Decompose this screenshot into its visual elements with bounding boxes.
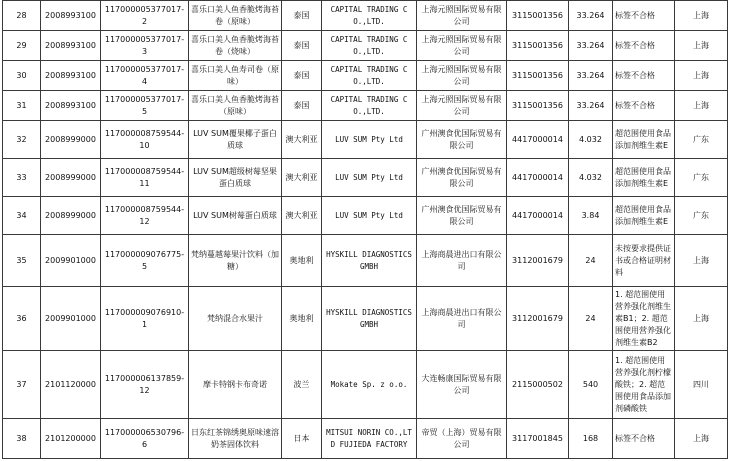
port-cell: 四川 bbox=[675, 351, 728, 419]
hs-code-cell: 2008999000 bbox=[41, 197, 101, 235]
importer-code-cell: 4417000014 bbox=[507, 121, 569, 159]
importer-code-cell: 3117001845 bbox=[507, 419, 569, 459]
manufacturer-cell: Mokate Sp. z o.o. bbox=[322, 351, 417, 419]
origin-country-cell: 奥地利 bbox=[282, 287, 322, 351]
hs-code-cell: 2008999000 bbox=[41, 121, 101, 159]
importer-cell: 广州澳食优国际贸易有限公司 bbox=[417, 197, 507, 235]
declaration-id-cell: 117000009076910-1 bbox=[101, 287, 189, 351]
row-number-cell: 38 bbox=[3, 419, 41, 459]
table-row bbox=[3, 351, 728, 419]
declaration-id-cell: 117000006530796-6 bbox=[101, 419, 189, 459]
hs-code-cell: 2008993100 bbox=[41, 31, 101, 61]
rejection-reason-cell: 超范围使用食品添加剂维生素E bbox=[613, 197, 675, 235]
weight-cell: 168 bbox=[569, 419, 613, 459]
manufacturer-cell: HYSKILL DIAGNOSTICS GMBH bbox=[322, 235, 417, 287]
declaration-id-cell: 117000008759544-10 bbox=[101, 121, 189, 159]
importer-cell: 上海元照国际贸易有限公司 bbox=[417, 1, 507, 31]
port-cell: 上海 bbox=[675, 61, 728, 91]
importer-code-cell: 3115001356 bbox=[507, 91, 569, 121]
importer-cell: 上海元照国际贸易有限公司 bbox=[417, 31, 507, 61]
rejection-reason-cell: 标签不合格 bbox=[613, 419, 675, 459]
product-name-cell: 梵纳蔓越莓果汁饮料（加糖） bbox=[189, 235, 282, 287]
port-cell: 上海 bbox=[675, 1, 728, 31]
rejection-reason-cell: 1. 超范围使用营养强化剂柠檬酸铁；2. 超范围使用食品添加剂磷酸铁 bbox=[613, 351, 675, 419]
origin-country-cell: 澳大利亚 bbox=[282, 197, 322, 235]
origin-country-cell: 日本 bbox=[282, 419, 322, 459]
table-row bbox=[3, 419, 728, 459]
port-cell: 广东 bbox=[675, 121, 728, 159]
rejection-reason-cell: 标签不合格 bbox=[613, 31, 675, 61]
product-name-cell: 摩卡特钢卡布奇诺 bbox=[189, 351, 282, 419]
weight-cell: 33.264 bbox=[569, 91, 613, 121]
importer-code-cell: 3115001356 bbox=[507, 31, 569, 61]
declaration-id-cell: 117000005377017-5 bbox=[101, 91, 189, 121]
rejection-reason-cell: 标签不合格 bbox=[613, 61, 675, 91]
declaration-id-cell: 117000005377017-4 bbox=[101, 61, 189, 91]
table-row bbox=[3, 159, 728, 197]
row-number-cell: 37 bbox=[3, 351, 41, 419]
manufacturer-cell: LUV SUM Pty Ltd bbox=[322, 121, 417, 159]
product-name-cell: LUV SUM树莓蛋白质球 bbox=[189, 197, 282, 235]
product-name-cell: 喜乐口美人鱼香脆烤海苔卷（烧味） bbox=[189, 31, 282, 61]
origin-country-cell: 泰国 bbox=[282, 61, 322, 91]
product-name-cell: 梵纳混合水果汁 bbox=[189, 287, 282, 351]
table-row bbox=[3, 91, 728, 121]
table-body bbox=[3, 1, 728, 459]
manufacturer-cell: CAPITAL TRADING CO.,LTD. bbox=[322, 91, 417, 121]
declaration-id-cell: 117000008759544-11 bbox=[101, 159, 189, 197]
weight-cell: 540 bbox=[569, 351, 613, 419]
port-cell: 上海 bbox=[675, 31, 728, 61]
importer-code-cell: 2115000502 bbox=[507, 351, 569, 419]
product-name-cell: 喜乐口美人鱼香脆烤海苔卷（原味） bbox=[189, 1, 282, 31]
weight-cell: 4.032 bbox=[569, 159, 613, 197]
row-number-cell: 29 bbox=[3, 31, 41, 61]
rejection-reason-cell: 未按要求提供证书或合格证明材料 bbox=[613, 235, 675, 287]
origin-country-cell: 澳大利亚 bbox=[282, 121, 322, 159]
weight-cell: 4.032 bbox=[569, 121, 613, 159]
table-row bbox=[3, 61, 728, 91]
hs-code-cell: 2101200000 bbox=[41, 419, 101, 459]
hs-code-cell: 2009901000 bbox=[41, 287, 101, 351]
origin-country-cell: 泰国 bbox=[282, 31, 322, 61]
weight-cell: 33.264 bbox=[569, 61, 613, 91]
weight-cell: 24 bbox=[569, 235, 613, 287]
manufacturer-cell: CAPITAL TRADING CO.,LTD. bbox=[322, 61, 417, 91]
rejection-reason-cell: 超范围使用食品添加剂维生素E bbox=[613, 159, 675, 197]
origin-country-cell: 泰国 bbox=[282, 91, 322, 121]
importer-cell: 上海元照国际贸易有限公司 bbox=[417, 91, 507, 121]
rejection-reason-cell: 超范围使用食品添加剂维生素E bbox=[613, 121, 675, 159]
rejection-reason-cell: 标签不合格 bbox=[613, 91, 675, 121]
origin-country-cell: 波兰 bbox=[282, 351, 322, 419]
row-number-cell: 32 bbox=[3, 121, 41, 159]
manufacturer-cell: HYSKILL DIAGNOSTICS GMBH bbox=[322, 287, 417, 351]
row-number-cell: 28 bbox=[3, 1, 41, 31]
origin-country-cell: 澳大利亚 bbox=[282, 159, 322, 197]
manufacturer-cell: CAPITAL TRADING CO.,LTD. bbox=[322, 31, 417, 61]
product-name-cell: LUV SUM覆果椰子蛋白质球 bbox=[189, 121, 282, 159]
origin-country-cell: 泰国 bbox=[282, 1, 322, 31]
row-number-cell: 35 bbox=[3, 235, 41, 287]
product-name-cell: 喜乐口美人鱼香脆烤海苔（原味） bbox=[189, 91, 282, 121]
port-cell: 广东 bbox=[675, 197, 728, 235]
table-row bbox=[3, 287, 728, 351]
rejection-reason-cell: 1. 超范围使用营养强化剂维生素B1；2. 超范围使用营养强化剂维生素B2 bbox=[613, 287, 675, 351]
declaration-id-cell: 117000006137859-12 bbox=[101, 351, 189, 419]
port-cell: 上海 bbox=[675, 91, 728, 121]
importer-cell: 广州澳食优国际贸易有限公司 bbox=[417, 159, 507, 197]
importer-code-cell: 4417000014 bbox=[507, 197, 569, 235]
importer-cell: 上海元照国际贸易有限公司 bbox=[417, 61, 507, 91]
origin-country-cell: 奥地利 bbox=[282, 235, 322, 287]
weight-cell: 33.264 bbox=[569, 31, 613, 61]
importer-cell: 上海商晨进出口有限公司 bbox=[417, 287, 507, 351]
hs-code-cell: 2008999000 bbox=[41, 159, 101, 197]
table-row bbox=[3, 121, 728, 159]
manufacturer-cell: MITSUI NORIN CO.,LTD FUJIEDA FACTORY bbox=[322, 419, 417, 459]
product-name-cell: 喜乐口美人鱼寿司卷（原味） bbox=[189, 61, 282, 91]
importer-cell: 帝贸（上海）贸易有限公司 bbox=[417, 419, 507, 459]
row-number-cell: 36 bbox=[3, 287, 41, 351]
weight-cell: 24 bbox=[569, 287, 613, 351]
table-row bbox=[3, 1, 728, 31]
product-name-cell: LUV SUM超级树莓坚果蛋白质球 bbox=[189, 159, 282, 197]
hs-code-cell: 2009901000 bbox=[41, 235, 101, 287]
weight-cell: 3.84 bbox=[569, 197, 613, 235]
hs-code-cell: 2008993100 bbox=[41, 91, 101, 121]
row-number-cell: 34 bbox=[3, 197, 41, 235]
row-number-cell: 31 bbox=[3, 91, 41, 121]
hs-code-cell: 2101120000 bbox=[41, 351, 101, 419]
importer-cell: 广州澳食优国际贸易有限公司 bbox=[417, 121, 507, 159]
importer-code-cell: 3115001356 bbox=[507, 61, 569, 91]
rejection-reason-cell: 标签不合格 bbox=[613, 1, 675, 31]
weight-cell: 33.264 bbox=[569, 1, 613, 31]
port-cell: 广东 bbox=[675, 159, 728, 197]
port-cell: 上海 bbox=[675, 419, 728, 459]
importer-code-cell: 4417000014 bbox=[507, 159, 569, 197]
declaration-id-cell: 117000009076775-5 bbox=[101, 235, 189, 287]
importer-code-cell: 3112001679 bbox=[507, 287, 569, 351]
manufacturer-cell: LUV SUM Pty Ltd bbox=[322, 159, 417, 197]
product-name-cell: 日东红茶锦绣奥原味速溶奶茶固体饮料 bbox=[189, 419, 282, 459]
port-cell: 上海 bbox=[675, 235, 728, 287]
importer-code-cell: 3112001679 bbox=[507, 235, 569, 287]
port-cell: 上海 bbox=[675, 287, 728, 351]
hs-code-cell: 2008993100 bbox=[41, 1, 101, 31]
importer-cell: 大连畅康国际贸易有限公司 bbox=[417, 351, 507, 419]
table-row bbox=[3, 31, 728, 61]
manufacturer-cell: CAPITAL TRADING CO.,LTD. bbox=[322, 1, 417, 31]
table-row bbox=[3, 197, 728, 235]
declaration-id-cell: 117000005377017-2 bbox=[101, 1, 189, 31]
hs-code-cell: 2008993100 bbox=[41, 61, 101, 91]
importer-cell: 上海商晨进出口有限公司 bbox=[417, 235, 507, 287]
table-row bbox=[3, 235, 728, 287]
manufacturer-cell: LUV SUM Pty Ltd bbox=[322, 197, 417, 235]
importer-code-cell: 3115001356 bbox=[507, 1, 569, 31]
row-number-cell: 30 bbox=[3, 61, 41, 91]
declaration-id-cell: 117000008759544-12 bbox=[101, 197, 189, 235]
declaration-id-cell: 117000005377017-3 bbox=[101, 31, 189, 61]
rejected-food-table bbox=[2, 0, 728, 459]
row-number-cell: 33 bbox=[3, 159, 41, 197]
